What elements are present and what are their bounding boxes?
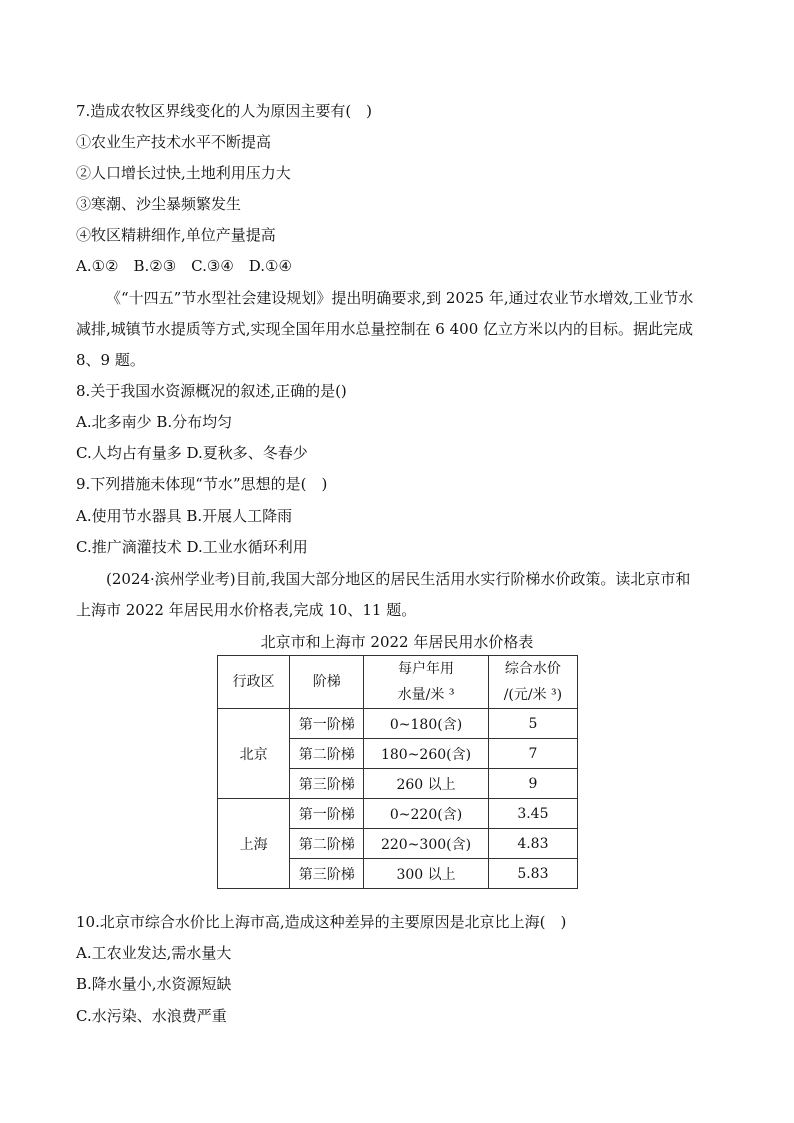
tier-cell: 第二阶梯 (290, 739, 364, 769)
tier-cell: 第一阶梯 (290, 709, 364, 739)
q9-options-row1: A.使用节水器具 B.开展人工降雨 (76, 507, 293, 525)
passage2-line2: 上海市 2022 年居民用水价格表,完成 10、11 题。 (76, 601, 417, 619)
region-beijing: 北京 (218, 709, 290, 799)
q9-stem: 9.下列措施未体现“节水”思想的是( ) (76, 475, 328, 493)
usage-cell: 260 以上 (364, 769, 489, 799)
price-cell: 4.83 (488, 829, 577, 859)
header-price-line1: 综合水价 (504, 661, 561, 677)
q10-stem: 10.北京市综合水价比上海市高,造成这种差异的主要原因是北京比上海( ) (76, 913, 567, 931)
water-price-table (217, 655, 578, 889)
usage-cell: 300 以上 (364, 859, 489, 889)
q8-options-row1: A.北多南少 B.分布均匀 (76, 413, 233, 431)
usage-cell: 0~180(含) (364, 709, 489, 739)
tier-cell: 第二阶梯 (290, 829, 364, 859)
price-cell: 3.45 (488, 799, 577, 829)
q7-option-1: ①农业生产技术水平不断提高 (76, 133, 272, 151)
q7-option-4: ④牧区精耕细作,单位产量提高 (76, 226, 276, 244)
region-shanghai: 上海 (218, 799, 290, 889)
passage1-line1: 《“十四五”节水型社会建设规划》提出明确要求,到 2025 年,通过农业节水增效,工业节水 (106, 289, 694, 307)
table-header-row (218, 656, 578, 709)
usage-cell: 0~220(含) (364, 799, 489, 829)
tier-cell: 第三阶梯 (290, 769, 364, 799)
header-usage (364, 656, 489, 709)
q10-option-a: A.工农业发达,需水量大 (76, 944, 232, 962)
q10-option-c: C.水污染、水浪费严重 (76, 1007, 227, 1025)
table-row (218, 799, 578, 829)
q9-options-row2: C.推广滴灌技术 D.工业水循环利用 (76, 538, 308, 556)
q8-options-row2: C.人均占有量多 D.夏秋多、冬春少 (76, 444, 308, 462)
q8-stem: 8.关于我国水资源概况的叙述,正确的是() (76, 382, 347, 400)
passage2-line1: (2024·滨州学业考)目前,我国大部分地区的居民生活用水实行阶梯水价政策。读北京市和 (106, 570, 691, 588)
tier-cell: 第一阶梯 (290, 799, 364, 829)
header-usage-line1: 每户年用 (398, 661, 455, 677)
usage-cell: 180~260(含) (364, 739, 489, 769)
table-row (218, 709, 578, 739)
tier-cell: 第三阶梯 (290, 859, 364, 889)
q7-option-2: ②人口增长过快,土地利用压力大 (76, 164, 291, 182)
passage1-line3: 8、9 题。 (76, 351, 145, 369)
header-usage-line2: 水量/米 ³ (397, 687, 455, 703)
price-cell: 5 (488, 709, 577, 739)
q7-choices: A.①② B.②③ C.③④ D.①④ (76, 257, 292, 275)
q10-option-b: B.降水量小,水资源短缺 (76, 975, 232, 993)
price-cell: 7 (488, 739, 577, 769)
header-region: 行政区 (218, 656, 290, 709)
header-price-line2: /(元/米 ³) (503, 687, 563, 703)
header-tier: 阶梯 (290, 656, 364, 709)
q7-stem: 7.造成农牧区界线变化的人为原因主要有( ) (76, 102, 373, 120)
header-price (488, 656, 577, 709)
q7-option-3: ③寒潮、沙尘暴频繁发生 (76, 195, 242, 213)
usage-cell: 220~300(含) (364, 829, 489, 859)
passage1-line2: 减排,城镇节水提质等方式,实现全国年用水总量控制在 6 400 亿立方米以内的目标。据此完成 (76, 320, 694, 338)
price-cell: 9 (488, 769, 577, 799)
price-cell: 5.83 (488, 859, 577, 889)
table-caption: 北京市和上海市 2022 年居民用水价格表 (260, 633, 534, 651)
